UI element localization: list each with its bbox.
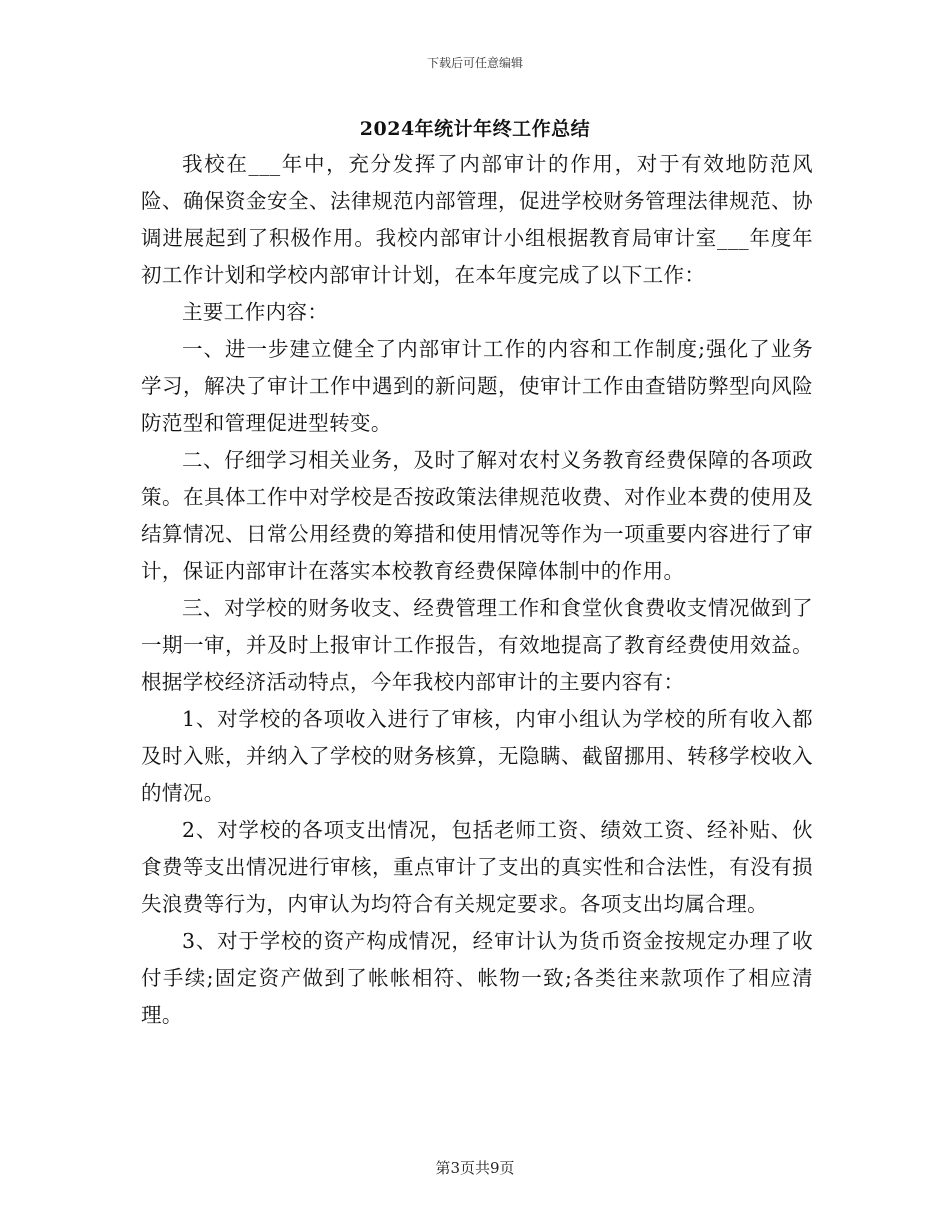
paragraph-intro: 我校在___年中，充分发挥了内部审计的作用，对于有效地防范风险、确保资金安全、法律规范内部管理，促进学校财务管理法律规范、协调进展起到了积极作用。我校内部审计小组根据教育局审计室___年度年初工作计划和学校内部审计计划，在本年度完成了以下工作： bbox=[141, 152, 813, 287]
paragraph-subitem-3: 3、对于学校的资产构成情况，经审计认为货币资金按规定办理了收付手续;固定资产做到了帐帐相符、帐物一致;各类往来款项作了相应清理。 bbox=[141, 929, 813, 1027]
paragraph-main-heading: 主要工作内容： bbox=[182, 300, 329, 324]
paragraph-item-3: 三、对学校的财务收支、经费管理工作和食堂伙食费收支情况做到了一期一审，并及时上报审计工作报告，有效地提高了教育经费使用效益。根据学校经济活动特点，今年我校内部审计的主要内容有： bbox=[141, 596, 813, 694]
page-header-note: 下载后可任意编辑 bbox=[426, 56, 523, 70]
page-number: 第3页共9页 bbox=[435, 1159, 515, 1177]
paragraph-subitem-2: 2、对学校的各项支出情况，包括老师工资、绩效工资、经补贴、伙食费等支出情况进行审核，重点审计了支出的真实性和合法性，有没有损失浪费等行为，内审认为均符合有关规定要求。各项支出均属合理。 bbox=[141, 818, 813, 916]
paragraph-item-1: 一、进一步建立健全了内部审计工作的内容和工作制度;强化了业务学习，解决了审计工作中遇到的新问题，使审计工作由查错防弊型向风险防范型和管理促进型转变。 bbox=[141, 337, 813, 435]
document-title: 2024年统计年终工作总结 bbox=[359, 118, 591, 140]
document-body bbox=[141, 146, 813, 1034]
paragraph-subitem-1: 1、对学校的各项收入进行了审核，内审小组认为学校的所有收入都及时入账，并纳入了学校的财务核算，无隐瞒、截留挪用、转移学校收入的情况。 bbox=[141, 707, 813, 805]
paragraph-item-2: 二、仔细学习相关业务，及时了解对农村义务教育经费保障的各项政策。在具体工作中对学校是否按政策法律规范收费、对作业本费的使用及结算情况、日常公用经费的筹措和使用情况等作为一项重要内容进行了审计，保证内部审计在落实本校教育经费保障体制中的作用。 bbox=[141, 448, 813, 583]
